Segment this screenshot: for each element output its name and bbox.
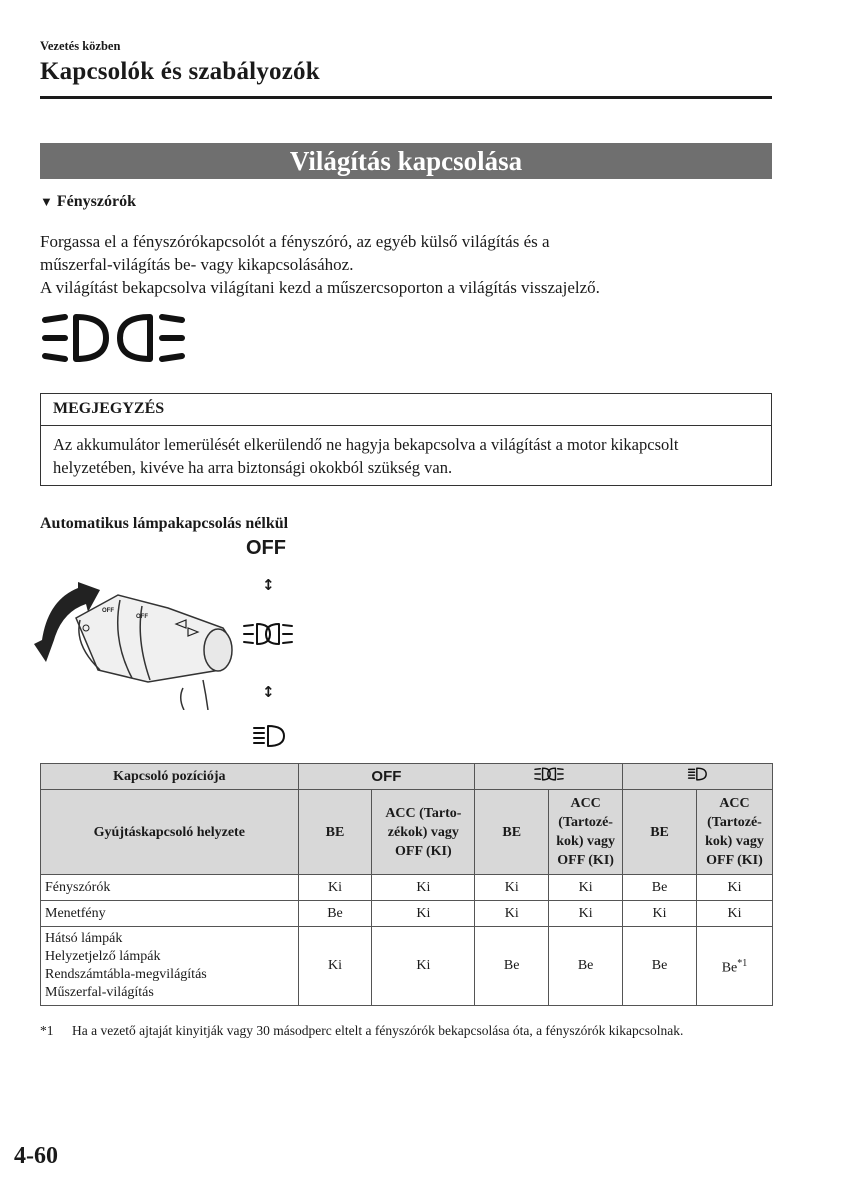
auto-lamp-heading: Automatikus lámpakapcsolás nélkül [40,515,289,532]
acc-header-line: ACC [570,796,601,811]
headlight-on-icon [252,724,288,748]
acc-header-line: (Tartozé- [707,815,762,830]
footnote-reference: *1 [737,957,748,969]
table-cell: Ki [372,901,475,927]
table-row [41,875,773,901]
table-cell: Ki [696,901,772,927]
up-down-arrow-icon: ↕ [262,576,275,594]
headlight-indicator-icon [40,313,190,363]
headlight-on-icon [687,767,709,781]
table-cell: Be [475,927,549,1006]
acc-header [696,790,772,875]
page-number: 4-60 [14,1143,58,1169]
footnote [40,1021,770,1041]
acc-header-line: OFF (KI) [557,853,614,868]
cell-value: Be [721,960,738,976]
table-cell: Ki [298,927,372,1006]
be-header: BE [623,790,697,875]
acc-header-line: OFF (KI) [395,843,452,859]
breadcrumb: Vezetés közben [40,39,121,53]
table-cell: Ki [372,927,475,1006]
row-label-line: Helyzetjelző lámpák [45,949,161,964]
headlight-column-header [623,764,773,790]
acc-header-line: ACC (Tarto- [385,805,462,821]
sub-heading [40,193,136,211]
page-title: Kapcsolók és szabályozók [40,58,320,85]
row-label [41,927,299,1006]
note-title: MEGJEGYZÉS [41,394,771,426]
table-cell: Ki [475,875,549,901]
acc-header-line: (Tartozé- [558,815,613,830]
table-subheader-row [41,790,773,875]
row-label-line: Rendszámtábla-megvilágítás [45,967,207,982]
table-cell: Ki [549,901,623,927]
lever-off-label-2: OFF [136,614,148,620]
be-header: BE [298,790,372,875]
row-label: Fényszórók [41,875,299,901]
position-lamp-column-header [475,764,623,790]
acc-header-line: ACC [719,796,750,811]
row-label: Menetfény [41,901,299,927]
acc-header [549,790,623,875]
table-cell: Be [549,927,623,1006]
headlight-position-icon [532,767,566,781]
table-cell: Be [298,901,372,927]
light-switch-lever-illustration [28,570,238,710]
acc-header-line: kok) vagy [556,834,615,849]
ignition-position-header: Gyújtáskapcsoló helyzete [41,790,299,875]
table-row [41,927,773,1006]
table-cell: Be [623,927,697,1006]
table-cell: Ki [298,875,372,901]
table-cell: Ki [475,901,549,927]
table-header-row [41,764,773,790]
be-header: BE [475,790,549,875]
paragraph-line-1: Forgassa el a fényszórókapcsolót a fényszóró, az egyéb külső világítás és a [40,232,550,251]
sub-heading-label: Fényszórók [56,193,136,210]
table-cell: Be [623,875,697,901]
acc-header-line: kok) vagy [705,834,764,849]
triangle-down-icon: ▼ [40,194,53,209]
note-box [40,393,772,486]
paragraph-line-2: műszerfal-világítás be- vagy kikapcsolásához. [40,255,354,274]
table-cell: Ki [696,875,772,901]
headlight-position-icon [242,622,294,646]
row-label-line: Műszerfal-világítás [45,985,154,1000]
table-row [41,901,773,927]
footnote-mark: *1 [40,1023,54,1038]
paragraph-line-3: A világítást bekapcsolva világítani kezd a műszercsoporton a világítás visszajelző. [40,278,600,297]
note-text: Az akkumulátor lemerülését elkerülendő ne hagyja bekapcsolva a világítást a motor kikapcsolt helyzetében, kivéve ha arra biztonsági okokból szükség van. [53,435,679,477]
switch-position-header: Kapcsoló pozíciója [41,764,299,790]
acc-header [372,790,475,875]
footnote-text: Ha a vezető ajtaját kinyitják vagy 30 másodperc eltelt a fényszórók bekapcsolása óta, a fényszórók kikapcsolnak. [72,1023,684,1038]
table-cell [696,927,772,1006]
table-cell: Ki [623,901,697,927]
off-position-label: OFF [246,537,286,559]
lever-off-label-1: OFF [102,608,114,614]
row-label-line: Hátsó lámpák [45,931,123,946]
acc-header-line: OFF (KI) [706,853,763,868]
light-position-table [40,763,773,1006]
off-column-header: OFF [298,764,475,790]
acc-header-line: zékok) vagy [387,824,459,840]
title-rule [40,96,772,99]
up-down-arrow-icon: ↕ [262,683,275,701]
section-banner: Világítás kapcsolása [40,143,772,179]
table-cell: Ki [372,875,475,901]
table-cell: Ki [549,875,623,901]
